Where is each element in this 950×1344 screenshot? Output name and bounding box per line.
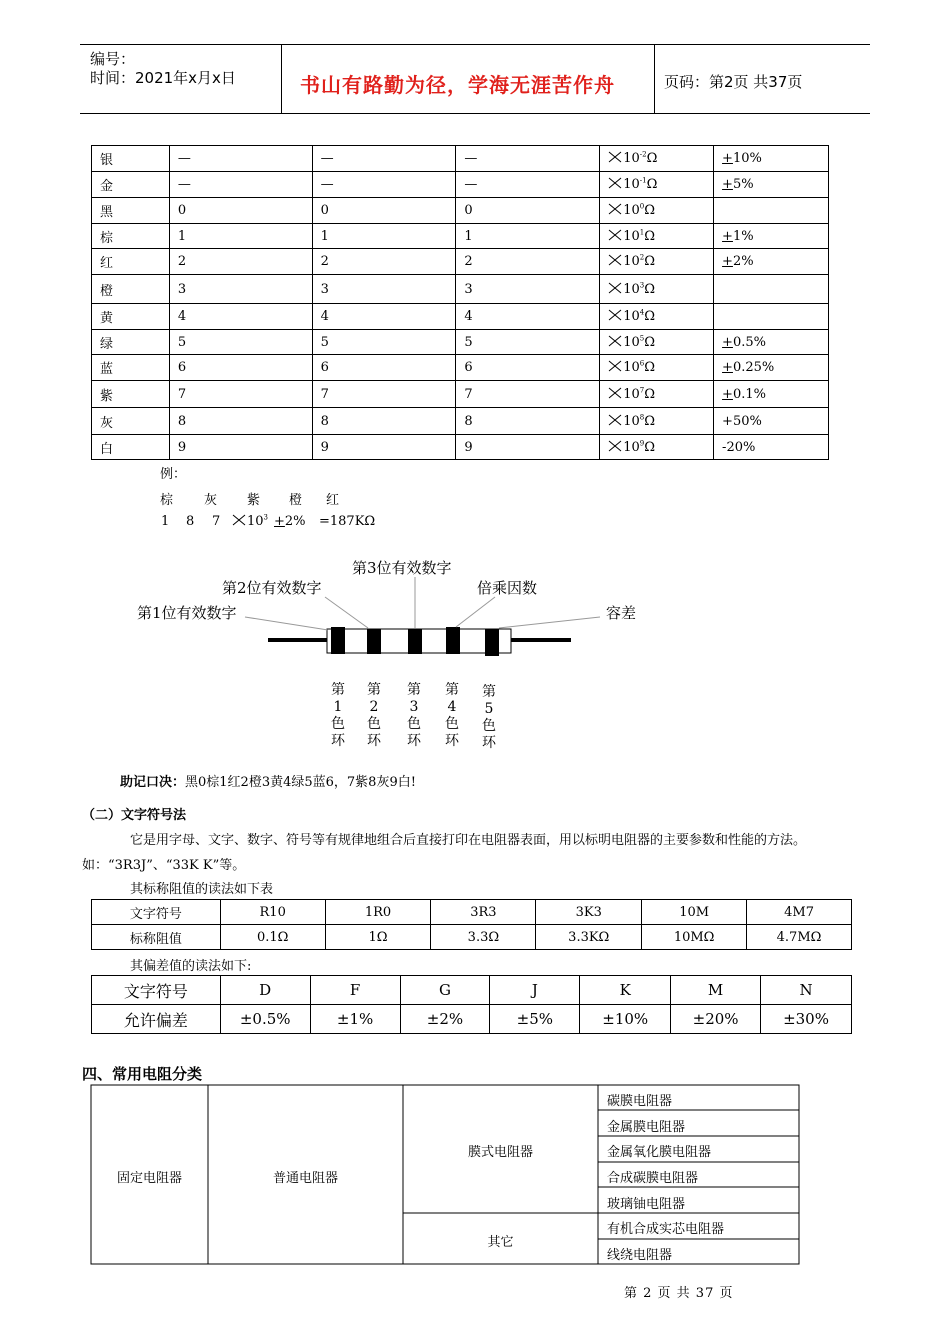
third-digit-cell: — [456,146,600,172]
ordinary-resistor-cell: 普通电阻器 [272,1171,338,1186]
multiplier-cell: $10^1\Omega$ [600,224,714,249]
color-name-cell: 紫 [92,381,170,408]
color-name-cell: 银 [92,146,170,172]
second-digit-cell: 2 [312,249,456,275]
tolerance-header: 允许偏差 [92,1005,221,1034]
other-type-2: 线绕电阻器 [607,1248,673,1263]
symbol-cell: N [761,976,852,1005]
first-digit-cell: 5 [169,330,312,355]
third-digit-cell: 4 [456,304,600,330]
symbol-cell: 3K3 [536,900,642,925]
motto: 书山有路勤为径，学海无涯苦作舟 [300,73,615,97]
symbol-cell: F [310,976,400,1005]
symbol-cell: 4M7 [747,900,852,925]
third-digit-cell: 1 [456,224,600,249]
example-digit-1: 1 [161,514,170,529]
third-digit-cell: 5 [456,330,600,355]
second-digit-cell: — [312,172,456,198]
third-digit-cell: 8 [456,408,600,435]
first-digit-cell: — [169,172,312,198]
section-4-title: 四、常用电阻分类 [82,1065,203,1083]
multiplier-cell: $10^3\Omega$ [600,275,714,304]
nominal-value-cell: 0.1Ω [220,925,325,950]
second-digit-cell: 1 [312,224,456,249]
ring-label-5: 第 5 色 环 [482,684,496,751]
first-digit-cell: 9 [169,435,312,460]
tolerance-cell: +10% [714,146,829,172]
tolerance-cell: ±2% [400,1005,490,1034]
film-type-2: 金属膜电阻器 [607,1120,686,1135]
first-digit-cell: 1 [169,224,312,249]
tolerance-cell: +0.1% [714,381,829,408]
example-digit-2: 8 [186,514,195,529]
color-name-cell: 橙 [92,275,170,304]
color-name-cell: 白 [92,435,170,460]
tolerance-cell: +0.25% [714,355,829,381]
nominal-value-header: 标称阻值 [92,925,221,950]
tolerance-cell: -20% [714,435,829,460]
first-digit-cell: 4 [169,304,312,330]
third-digit-cell: 0 [456,198,600,224]
color-name-cell: 红 [92,249,170,275]
second-digit-cell: 9 [312,435,456,460]
multiplier-cell: $10^{-2}\Omega$ [600,146,714,172]
multiplier-cell: $10^2\Omega$ [600,249,714,275]
color-name-cell: 金 [92,172,170,198]
section-2-example: 如：“3R3J”、“33K K”等。 [82,858,246,873]
multiplier-cell: $10^9\Omega$ [600,435,714,460]
ring-label-1: 第 1 色 环 [331,682,345,749]
example-digit-3: 7 [212,514,221,529]
example-label: 例： [160,467,187,482]
tolerance-table-intro: 其偏差值的读法如下: [130,959,252,974]
tolerance-cell: ±30% [761,1005,852,1034]
color-name-cell: 蓝 [92,355,170,381]
film-type-4: 合成碳膜电阻器 [607,1171,699,1186]
third-digit-cell: 3 [456,275,600,304]
tolerance-cell: ±5% [490,1005,580,1034]
ring-label-4: 第 4 色 环 [445,682,459,749]
example-tolerance: +2% [274,514,306,529]
multiplier-cell: $10^8\Omega$ [600,408,714,435]
resistance-table-intro: 其标称阻值的读法如下表 [130,882,274,897]
color-name-cell: 黄 [92,304,170,330]
film-type-1: 碳膜电阻器 [607,1094,673,1109]
symbol-cell: D [220,976,310,1005]
ring-label-2: 第 2 色 环 [367,682,381,749]
example-multiplier: $10^3$ [232,514,268,529]
page-footer: 第 2 页 共 37 页 [624,1286,734,1301]
tolerance-cell: ±10% [580,1005,671,1034]
symbol-cell: 3R3 [431,900,536,925]
tolerance-cell: +2% [714,249,829,275]
first-digit-cell: 2 [169,249,312,275]
first-digit-cell: 0 [169,198,312,224]
other-resistor-cell: 其它 [487,1235,514,1250]
second-digit-cell: 7 [312,381,456,408]
color-name-cell: 绿 [92,330,170,355]
example-color-5: 红 [326,493,340,508]
example-color-4: 橙 [289,493,303,508]
nominal-value-cell: 3.3KΩ [536,925,642,950]
tolerance-cell: +0.5% [714,330,829,355]
example-color-2: 灰 [204,493,218,508]
label-digit2: 第2位有效数字 [222,579,322,597]
tolerance-cell: +5% [714,172,829,198]
tolerance-cell: ±0.5% [220,1005,310,1034]
third-digit-cell: 9 [456,435,600,460]
multiplier-cell: $10^5\Omega$ [600,330,714,355]
example-color-1: 棕 [160,493,174,508]
symbol-cell: M [671,976,761,1005]
doc-number-label: 编号： [90,50,136,68]
fixed-resistor-cell: 固定电阻器 [116,1171,182,1186]
nominal-value-cell: 3.3Ω [431,925,536,950]
ring-label-3: 第 3 色 环 [407,682,421,749]
label-digit3: 第3位有效数字 [352,559,452,577]
first-digit-cell: 7 [169,381,312,408]
doc-time-label: 时间：2021年x月x日 [90,69,236,87]
second-digit-cell: 8 [312,408,456,435]
multiplier-cell: $10^4\Omega$ [600,304,714,330]
third-digit-cell: 6 [456,355,600,381]
section-2-title: （二）文字符号法 [82,808,187,823]
symbol-cell: J [490,976,580,1005]
example-result: =187KΩ [319,514,376,529]
symbol-cell: R10 [220,900,325,925]
symbol-cell: 1R0 [325,900,431,925]
tolerance-cell: +50% [714,408,829,435]
second-digit-cell: 4 [312,304,456,330]
second-digit-cell: 5 [312,330,456,355]
second-digit-cell: 6 [312,355,456,381]
section-2-paragraph: 它是用字母、文字、数字、符号等有规律地组合后直接打印在电阻器表面，用以标明电阻器的主要参数和性能的方法。 [130,833,807,848]
color-name-cell: 棕 [92,224,170,249]
tolerance-cell: +1% [714,224,829,249]
nominal-value-cell: 10MΩ [642,925,747,950]
symbol-header: 文字符号 [92,976,221,1005]
page-indicator: 页码：第2页 共37页 [664,73,803,91]
first-digit-cell: 6 [169,355,312,381]
film-type-5: 玻璃铀电阻器 [607,1197,686,1212]
multiplier-cell: $10^0\Omega$ [600,198,714,224]
label-tolerance: 容差 [606,604,637,622]
third-digit-cell: 7 [456,381,600,408]
tolerance-cell: ±20% [671,1005,761,1034]
second-digit-cell: — [312,146,456,172]
third-digit-cell: 2 [456,249,600,275]
first-digit-cell: — [169,146,312,172]
example-color-3: 紫 [247,493,261,508]
multiplier-cell: $10^6\Omega$ [600,355,714,381]
multiplier-cell: $10^{-1}\Omega$ [600,172,714,198]
color-name-cell: 灰 [92,408,170,435]
tolerance-cell: ±1% [310,1005,400,1034]
nominal-value-cell: 4.7MΩ [747,925,852,950]
other-type-1: 有机合成实芯电阻器 [607,1222,725,1237]
color-name-cell: 黑 [92,198,170,224]
film-resistor-cell: 膜式电阻器 [467,1145,533,1160]
film-type-3: 金属氧化膜电阻器 [607,1145,712,1160]
multiplier-cell: $10^7\Omega$ [600,381,714,408]
symbol-cell: G [400,976,490,1005]
symbol-header: 文字符号 [92,900,221,925]
mnemonic-text: 黑0棕1红2橙3黄4绿5蓝6，7紫8灰9白! [185,775,416,790]
mnemonic-label: 助记口决： [120,775,186,790]
first-digit-cell: 8 [169,408,312,435]
label-digit1: 第1位有效数字 [137,604,237,622]
label-multiplier: 倍乘因数 [477,579,538,597]
symbol-cell: 10M [642,900,747,925]
symbol-cell: K [580,976,671,1005]
third-digit-cell: — [456,172,600,198]
nominal-value-cell: 1Ω [325,925,431,950]
second-digit-cell: 3 [312,275,456,304]
second-digit-cell: 0 [312,198,456,224]
first-digit-cell: 3 [169,275,312,304]
